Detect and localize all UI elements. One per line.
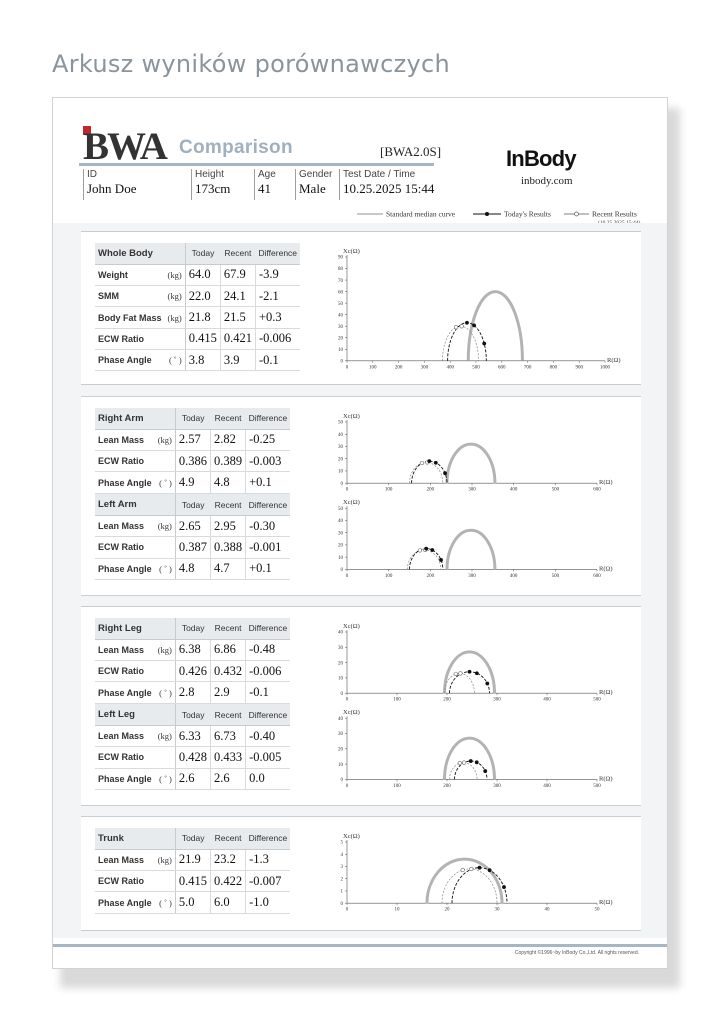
row-unit: ( ˚ ) — [165, 349, 186, 370]
y-tick-label: 50 — [338, 420, 343, 426]
today-point — [502, 885, 506, 889]
date-field — [339, 169, 439, 200]
row-name: Weight — [95, 264, 165, 285]
row-today: 0.428 — [175, 747, 210, 768]
bwa-logo — [83, 126, 178, 160]
age-field — [254, 169, 294, 200]
row-diff: -0.30 — [246, 515, 291, 536]
row-today: 0.415 — [175, 871, 210, 892]
y-tick-label: 10 — [338, 676, 343, 682]
row-today: 2.8 — [175, 682, 210, 703]
x-tick-label: 300 — [420, 365, 429, 371]
today-header: Today — [175, 618, 210, 639]
row-unit: (kg) — [155, 725, 176, 746]
row-unit: ( ˚ ) — [155, 558, 176, 579]
row-recent: 0.433 — [210, 747, 245, 768]
row-recent: 6.0 — [210, 892, 245, 913]
recent-point — [454, 672, 458, 676]
x-axis-label: R(Ω) — [599, 899, 613, 907]
impedance-chart — [81, 232, 641, 386]
x-tick-label: 300 — [468, 573, 476, 579]
footer-divider — [53, 944, 668, 947]
y-tick-label: 50 — [338, 506, 343, 512]
today-point — [475, 671, 479, 675]
y-tick-label: 10 — [338, 469, 343, 475]
row-recent: 4.8 — [210, 472, 245, 493]
x-tick-label: 30 — [494, 907, 500, 913]
row-diff: +0.3 — [255, 307, 300, 328]
y-tick-label: 40 — [338, 432, 343, 438]
x-tick-label: 900 — [575, 365, 583, 371]
today-header: Today — [175, 704, 210, 725]
date-value: 10.25.2025 15:44 — [343, 181, 435, 196]
row-name: ECW Ratio — [95, 871, 155, 892]
group-title: Right Arm — [95, 408, 155, 429]
today-point — [469, 759, 473, 763]
row-today: 4.9 — [175, 472, 210, 493]
difference-header: Difference — [246, 408, 291, 429]
y-axis-label: Xc(Ω) — [343, 709, 360, 717]
x-axis-label: R(Ω) — [599, 479, 613, 487]
gender-field — [295, 169, 339, 200]
legend-standard: Standard median curve — [386, 209, 456, 219]
today-point — [488, 868, 492, 872]
x-tick-label: 0 — [345, 487, 349, 493]
x-tick-label: 100 — [393, 697, 401, 703]
row-recent: 0.389 — [210, 451, 245, 472]
row-name: ECW Ratio — [95, 747, 155, 768]
row-diff: -0.40 — [246, 725, 291, 746]
y-tick-label: 20 — [338, 747, 343, 753]
row-recent: 0.432 — [210, 661, 245, 682]
x-tick-label: 200 — [426, 573, 435, 579]
row-unit: (kg) — [165, 307, 186, 328]
y-tick-label: 30 — [338, 732, 343, 738]
row-diff: -2.1 — [255, 286, 300, 307]
x-tick-label: 400 — [446, 365, 454, 371]
row-today: 21.8 — [185, 307, 220, 328]
row-today: 3.8 — [185, 349, 220, 370]
today-header: Today — [185, 243, 220, 264]
standard-median-curve — [447, 444, 495, 483]
inbody-url: inbody.com — [521, 175, 573, 187]
y-axis-label: Xc(Ω) — [343, 248, 360, 255]
x-tick-label: 500 — [593, 697, 601, 703]
y-tick-label: 80 — [338, 267, 343, 273]
row-recent: 6.73 — [210, 725, 245, 746]
result-section — [81, 396, 641, 596]
x-tick-label: 500 — [593, 783, 601, 789]
height-field — [191, 169, 253, 200]
row-diff: -0.25 — [246, 429, 291, 450]
row-unit: (kg) — [155, 515, 176, 536]
row-name: Lean Mass — [95, 515, 155, 536]
impedance-chart — [81, 397, 641, 597]
y-tick-label: 10 — [338, 347, 343, 353]
recent-curve — [442, 869, 497, 903]
recent-header: Recent — [210, 618, 245, 639]
row-name: Lean Mass — [95, 725, 155, 746]
row-today: 21.9 — [175, 849, 210, 870]
height-value: 173cm — [195, 181, 231, 196]
age-label: Age — [258, 169, 276, 180]
group-title: Left Leg — [95, 704, 155, 725]
difference-header: Difference — [246, 618, 291, 639]
x-tick-label: 300 — [493, 783, 501, 789]
row-recent: 23.2 — [210, 849, 245, 870]
row-today: 0.415 — [185, 328, 220, 349]
x-tick-label: 700 — [523, 365, 532, 371]
result-sheet — [52, 97, 668, 969]
y-tick-label: 20 — [338, 457, 343, 463]
row-today: 0.386 — [175, 451, 210, 472]
gender-label: Gender — [299, 169, 333, 180]
today-header: Today — [175, 828, 210, 849]
today-point — [439, 558, 443, 562]
row-recent: 2.82 — [210, 429, 245, 450]
recent-point — [461, 868, 465, 872]
y-axis-label: Xc(Ω) — [343, 623, 360, 630]
row-name: ECW Ratio — [95, 661, 155, 682]
row-recent: 21.5 — [220, 307, 255, 328]
row-name: Phase Angle — [95, 892, 155, 913]
standard-median-curve — [445, 738, 495, 779]
row-recent: 6.86 — [210, 639, 245, 660]
row-unit: (kg) — [165, 286, 186, 307]
recent-curve — [445, 673, 475, 693]
x-tick-label: 100 — [369, 365, 377, 371]
x-tick-label: 200 — [426, 487, 435, 493]
row-recent: 0.422 — [210, 871, 245, 892]
today-point — [465, 321, 469, 325]
bwa-logo-letters: BWA — [83, 126, 166, 160]
x-tick-label: 50 — [594, 907, 600, 913]
x-tick-label: 0 — [345, 783, 349, 789]
x-tick-label: 400 — [543, 783, 551, 789]
copyright: Copyright ©1996~by InBody Co.,Ltd. All rights reserved. — [514, 950, 639, 956]
x-tick-label: 300 — [493, 697, 501, 703]
y-tick-label: 5 — [340, 840, 343, 846]
y-axis-label: Xc(Ω) — [343, 413, 360, 420]
row-name: Body Fat Mass — [95, 307, 165, 328]
row-name: Lean Mass — [95, 639, 155, 660]
row-diff: -0.006 — [246, 661, 291, 682]
row-unit: ( ˚ ) — [155, 682, 176, 703]
today-point — [443, 471, 447, 475]
result-section — [81, 816, 641, 931]
y-tick-label: 0 — [340, 901, 343, 907]
header-divider — [79, 163, 434, 166]
y-tick-label: 0 — [340, 568, 343, 574]
x-tick-label: 600 — [498, 365, 506, 371]
y-tick-label: 0 — [340, 359, 343, 365]
x-tick-label: 100 — [384, 573, 393, 579]
y-tick-label: 90 — [338, 255, 343, 261]
row-recent: 67.9 — [220, 264, 255, 285]
y-tick-label: 10 — [338, 555, 343, 561]
row-name: ECW Ratio — [95, 537, 155, 558]
row-unit: (kg) — [155, 639, 176, 660]
x-axis-label: R(Ω) — [607, 356, 621, 364]
y-tick-label: 70 — [338, 278, 343, 284]
row-name: Phase Angle — [95, 472, 155, 493]
group-title: Trunk — [95, 828, 155, 849]
age-value: 41 — [258, 181, 271, 196]
y-tick-label: 20 — [338, 336, 343, 342]
x-tick-label: 300 — [468, 487, 476, 493]
y-tick-label: 20 — [338, 661, 343, 667]
today-point — [485, 682, 489, 686]
y-tick-label: 20 — [338, 543, 343, 549]
recent-point — [418, 549, 422, 553]
recent-curve — [410, 462, 443, 483]
x-tick-label: 40 — [544, 907, 550, 913]
row-diff: -0.1 — [246, 682, 291, 703]
x-tick-label: 500 — [551, 487, 560, 493]
recent-curve — [450, 763, 478, 780]
standard-median-curve — [447, 530, 495, 569]
row-today: 0.426 — [175, 661, 210, 682]
today-point — [430, 548, 434, 552]
row-diff: -3.9 — [255, 264, 300, 285]
recent-curve — [407, 550, 440, 570]
row-today: 4.8 — [175, 558, 210, 579]
recent-point — [459, 672, 463, 676]
row-diff: 0.0 — [246, 768, 291, 789]
row-diff: +0.1 — [246, 472, 291, 493]
row-diff: -0.006 — [255, 328, 300, 349]
row-recent: 2.95 — [210, 515, 245, 536]
x-tick-label: 200 — [443, 783, 451, 789]
row-today: 2.65 — [175, 515, 210, 536]
x-tick-label: 100 — [384, 487, 393, 493]
impedance-chart — [81, 607, 641, 807]
y-axis-label: Xc(Ω) — [343, 499, 360, 507]
row-name: ECW Ratio — [95, 328, 165, 349]
row-diff: -0.003 — [246, 451, 291, 472]
recent-point — [469, 867, 473, 871]
result-section — [81, 606, 641, 806]
row-name: ECW Ratio — [95, 451, 155, 472]
row-recent: 4.7 — [210, 558, 245, 579]
y-tick-label: 0 — [340, 691, 343, 697]
x-tick-label: 10 — [394, 907, 400, 913]
difference-header: Difference — [246, 494, 291, 515]
x-tick-label: 100 — [393, 783, 401, 789]
today-point — [478, 866, 482, 870]
y-tick-label: 2 — [340, 877, 343, 883]
today-point — [434, 461, 438, 465]
row-diff: -0.001 — [246, 537, 291, 558]
y-tick-label: 40 — [338, 313, 343, 319]
y-tick-label: 60 — [338, 290, 343, 296]
group-title: Right Leg — [95, 618, 155, 639]
group-title: Left Arm — [95, 494, 155, 515]
row-diff: -0.007 — [246, 871, 291, 892]
x-tick-label: 20 — [444, 907, 450, 913]
y-tick-label: 40 — [338, 716, 343, 722]
row-today: 64.0 — [185, 264, 220, 285]
recent-point — [460, 324, 464, 328]
today-point — [482, 342, 486, 346]
height-label: Height — [195, 169, 224, 180]
row-today: 2.6 — [175, 768, 210, 789]
recent-header: Recent — [210, 704, 245, 725]
row-unit: (kg) — [165, 264, 186, 285]
difference-header: Difference — [255, 243, 300, 264]
row-today: 6.38 — [175, 639, 210, 660]
legend-today: Today's Results — [504, 209, 551, 219]
date-label: Test Date / Time — [343, 169, 416, 180]
x-tick-label: 400 — [509, 487, 518, 493]
row-recent: 2.9 — [210, 682, 245, 703]
x-tick-label: 600 — [593, 573, 601, 579]
row-unit: ( ˚ ) — [155, 768, 176, 789]
y-tick-label: 4 — [340, 852, 343, 858]
today-point — [472, 324, 476, 328]
x-axis-label: R(Ω) — [599, 565, 613, 573]
x-tick-label: 200 — [394, 365, 403, 371]
today-point — [427, 459, 431, 463]
x-tick-label: 0 — [345, 907, 349, 913]
chart-legend — [353, 206, 653, 220]
recent-header: Recent — [210, 828, 245, 849]
y-tick-label: 30 — [338, 324, 343, 330]
today-point — [483, 769, 487, 773]
impedance-chart — [81, 817, 641, 932]
x-tick-label: 800 — [549, 365, 558, 371]
today-header: Today — [175, 494, 210, 515]
x-axis-label: R(Ω) — [599, 689, 613, 697]
x-tick-label: 600 — [593, 487, 601, 493]
recent-header: Recent — [210, 494, 245, 515]
row-today: 6.33 — [175, 725, 210, 746]
y-axis-label: Xc(Ω) — [343, 833, 360, 840]
row-diff: -0.005 — [246, 747, 291, 768]
id-field — [83, 169, 190, 200]
y-tick-label: 30 — [338, 646, 343, 651]
row-name: Phase Angle — [95, 349, 165, 370]
row-unit: ( ˚ ) — [155, 892, 176, 913]
x-tick-label: 500 — [472, 365, 480, 371]
x-tick-label: 400 — [509, 573, 518, 579]
legend-recent: Recent Results — [592, 209, 637, 219]
model-label: [BWA2.0S] — [380, 144, 442, 159]
x-tick-label: 0 — [345, 365, 349, 371]
row-name: SMM — [95, 286, 165, 307]
y-tick-label: 3 — [340, 865, 343, 871]
row-unit: ( ˚ ) — [155, 472, 176, 493]
row-recent: 24.1 — [220, 286, 255, 307]
group-title: Whole Body — [95, 243, 165, 264]
y-tick-label: 0 — [340, 778, 343, 784]
y-tick-label: 10 — [338, 762, 343, 768]
today-header: Today — [175, 408, 210, 429]
row-today: 5.0 — [175, 892, 210, 913]
brand-word: Comparison — [179, 137, 293, 158]
y-tick-label: 30 — [338, 445, 343, 451]
row-recent: 3.9 — [220, 349, 255, 370]
today-point — [475, 760, 479, 764]
recent-point — [420, 461, 424, 465]
row-diff: -0.48 — [246, 639, 291, 660]
y-tick-label: 1 — [340, 889, 343, 895]
row-name: Phase Angle — [95, 682, 155, 703]
row-recent: 2.6 — [210, 768, 245, 789]
gender-value: Male — [299, 181, 326, 196]
row-unit: (kg) — [155, 849, 176, 870]
row-diff: -0.1 — [255, 349, 300, 370]
x-tick-label: 400 — [543, 697, 551, 703]
x-tick-label: 0 — [345, 573, 349, 579]
id-value: John Doe — [87, 181, 137, 196]
today-curve — [412, 461, 447, 483]
y-tick-label: 30 — [338, 531, 343, 537]
row-name: Phase Angle — [95, 768, 155, 789]
recent-point — [458, 761, 462, 765]
row-diff: -1.3 — [246, 849, 291, 870]
difference-header: Difference — [246, 828, 291, 849]
result-section — [81, 231, 641, 385]
inbody-logo: InBody — [506, 146, 576, 171]
y-tick-label: 40 — [338, 630, 343, 636]
row-recent: 0.421 — [220, 328, 255, 349]
row-name: Lean Mass — [95, 429, 155, 450]
recent-point — [454, 325, 458, 329]
row-today: 0.387 — [175, 537, 210, 558]
today-point — [424, 547, 428, 551]
row-name: Phase Angle — [95, 558, 155, 579]
standard-median-curve — [468, 292, 522, 361]
x-tick-label: 0 — [345, 697, 349, 703]
y-tick-label: 50 — [338, 301, 343, 307]
x-tick-label: 500 — [551, 573, 560, 579]
row-diff: +0.1 — [246, 558, 291, 579]
row-unit: (kg) — [155, 429, 176, 450]
row-name: Lean Mass — [95, 849, 155, 870]
today-point — [468, 670, 472, 674]
row-diff: -1.0 — [246, 892, 291, 913]
recent-header: Recent — [220, 243, 255, 264]
row-today: 2.57 — [175, 429, 210, 450]
x-axis-label: R(Ω) — [599, 775, 613, 783]
x-tick-label: 1000 — [600, 365, 610, 371]
y-tick-label: 40 — [338, 519, 343, 525]
difference-header: Difference — [246, 704, 291, 725]
x-tick-label: 200 — [443, 697, 451, 703]
page-title: Arkusz wyników porównawczych — [52, 50, 451, 78]
y-tick-label: 0 — [340, 481, 343, 487]
recent-header: Recent — [210, 408, 245, 429]
id-label: ID — [87, 169, 97, 180]
row-recent: 0.388 — [210, 537, 245, 558]
row-today: 22.0 — [185, 286, 220, 307]
recent-point — [462, 761, 466, 765]
